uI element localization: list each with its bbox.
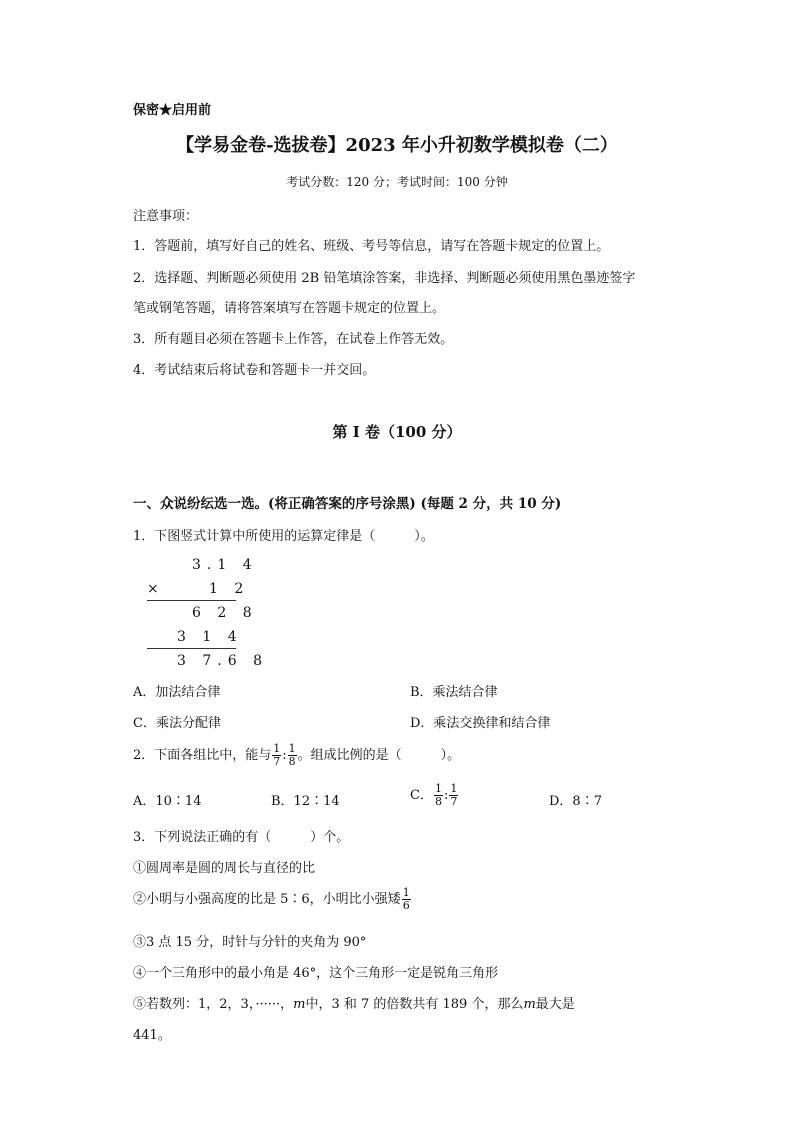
q2-stem-after: 。组成比例的是（ ）。 (297, 748, 461, 763)
q2-option-c (410, 783, 459, 808)
q2-c-frac1-denominator: 8 (434, 795, 442, 808)
q3-statement-5-cont: 441。 (133, 1028, 171, 1043)
question-2-stem (133, 743, 460, 768)
notice-item-2: 2．选择题、判断题必须使用 2B 铅笔填涂答案，非选择、判断题必须使用黑色墨迹签字 (133, 271, 636, 286)
q2-colon: : (282, 748, 287, 763)
q2-option-b: B．12∶14 (271, 794, 340, 809)
notice-heading: 注意事项： (133, 209, 199, 224)
q3-frac-denominator: 6 (402, 899, 410, 912)
q1-option-d: D．乘法交换律和结合律 (410, 716, 551, 731)
part-title: 第 I 卷（100 分） (332, 423, 462, 441)
q3-statement-2-fraction (402, 887, 411, 912)
q3-statement-2 (133, 887, 412, 912)
question-1-stem: 1．下图竖式计算中所使用的运算定律是（ ）。 (133, 529, 434, 544)
q3-statement-5 (133, 993, 575, 1012)
q3-statement-4: ④一个三角形中的最小角是 46°，这个三角形一定是锐角三角形 (133, 966, 499, 981)
q2-frac1-numerator: 1 (273, 742, 281, 755)
calc-multiplier: 1 2 (209, 581, 250, 597)
q3-frac-numerator: 1 (402, 886, 410, 899)
calc-multiplicand: 3.1 4 (192, 557, 258, 573)
q2-c-frac1-numerator: 1 (434, 782, 442, 795)
q3-statement-2-text: ②小明与小强高度的比是 5∶6，小明比小强矮 (133, 892, 401, 907)
notice-item-4: 4．考试结束后将试卷和答题卡一并交回。 (133, 363, 376, 378)
times-sign: × (147, 581, 159, 597)
exam-subtitle: 考试分数：120 分；考试时间：100 分钟 (286, 175, 508, 189)
q3-s5-part-b: 中，3 和 7 的倍数共有 189 个，那么 (305, 997, 524, 1012)
q2-fraction-2 (288, 743, 297, 768)
calc-line-1 (147, 600, 236, 601)
q2-fraction-1 (272, 743, 281, 768)
q3-s5-var-m-2: m (523, 997, 536, 1012)
notice-item-1: 1．答题前，填写好自己的姓名、班级、考号等信息，请写在答题卡规定的位置上。 (133, 239, 610, 254)
q2-frac2-numerator: 1 (288, 742, 296, 755)
q2-frac2-denominator: 8 (288, 755, 296, 768)
q2-option-c-fraction-1 (434, 783, 443, 808)
q1-option-b: B．乘法结合律 (410, 685, 498, 700)
exam-title: 【学易金卷-选拔卷】2023 年小升初数学模拟卷（二） (176, 135, 618, 156)
calc-partial-2: 3 1 4 (177, 629, 243, 645)
notice-item-2-cont: 笔或钢笔答题，请将答案填写在答题卡规定的位置上。 (133, 301, 446, 316)
question-3-stem: 3．下列说法正确的有（ ）个。 (133, 830, 350, 845)
q1-option-c: C．乘法分配律 (133, 716, 221, 731)
calc-result: 3 7.6 8 (177, 653, 268, 669)
calc-partial-1: 6 2 8 (192, 605, 258, 621)
section-title: 一、众说纷纭选一选。(将正确答案的序号涂黑) (每题 2 分，共 10 分) (133, 496, 562, 512)
secret-label: 保密★启用前 (133, 103, 212, 118)
q2-option-d: D．8∶7 (549, 794, 602, 809)
q2-c-frac2-numerator: 1 (450, 782, 458, 795)
calc-line-2 (147, 648, 236, 649)
q2-option-c-fraction-2 (449, 783, 458, 808)
q2-option-c-label: C． (410, 788, 433, 803)
q2-option-a: A．10∶14 (133, 794, 202, 809)
q2-frac1-denominator: 7 (273, 755, 281, 768)
q3-s5-part-c: 最大是 (535, 997, 575, 1012)
q2-stem-before: 2．下面各组比中，能与 (133, 748, 272, 763)
q3-s5-part-a: ⑤若数列：1，2，3，······， (133, 997, 294, 1012)
q3-s5-var-m-1: m (293, 997, 306, 1012)
q3-statement-1: ①圆周率是圆的周长与直径的比 (133, 861, 316, 876)
q2-c-frac2-denominator: 7 (450, 795, 458, 808)
q2-option-c-colon: : (443, 788, 449, 803)
notice-item-3: 3．所有题目必须在答题卡上作答，在试卷上作答无效。 (133, 332, 454, 347)
q3-statement-3: ③3 点 15 分，时针与分针的夹角为 90° (133, 935, 367, 950)
q1-option-a: A．加法结合律 (133, 685, 221, 700)
